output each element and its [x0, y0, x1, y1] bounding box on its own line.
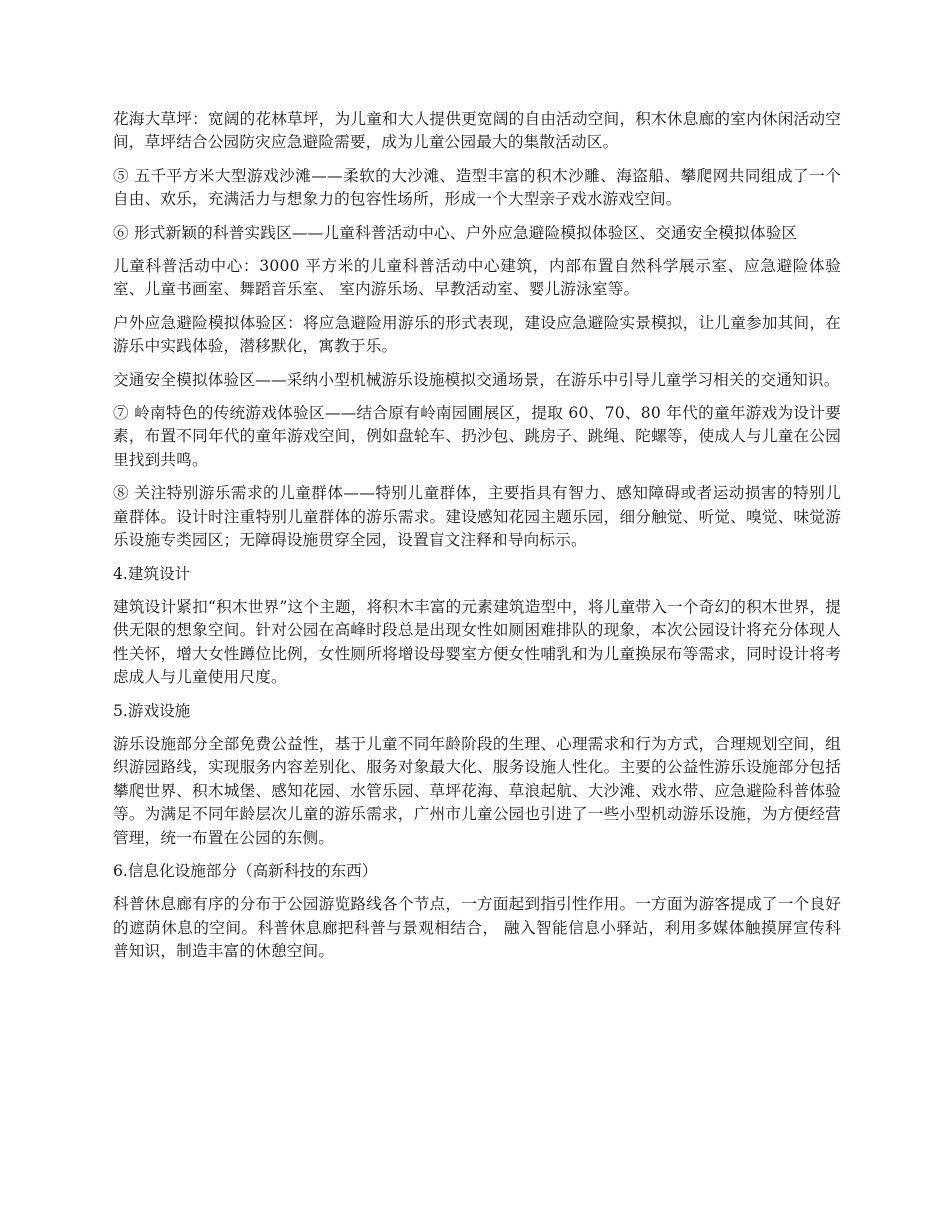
paragraph-science-center: 儿童科普活动中心：3000 平方米的儿童科普活动中心建筑，内部布置自然科学展示室、应急避险体验室、儿童书画室、舞蹈音乐室、 室内游乐场、早教活动室、婴儿游泳室等。	[113, 257, 841, 299]
paragraph-science-area: ⑥ 形式新颖的科普实践区——儿童科普活动中心、户外应急避险模拟体验区、交通安全模拟体验区	[113, 223, 798, 242]
paragraph-special-needs: ⑧ 关注特别游乐需求的儿童群体——特别儿童群体，主要指具有智力、感知障碍或者运动损害的特别儿童群体。设计时注重特别儿童群体的游乐需求。建设感知花园主题乐园，细分触觉、听觉、嗅觉、味觉游乐设施专类园区；无障碍设施贯穿全园，设置盲文注释和导向标示。	[113, 484, 841, 550]
section-heading-information-facilities: 6.信息化设施部分（高新科技的东西）	[113, 861, 378, 880]
paragraph-lawn: 花海大草坪：宽阔的花林草坪，为儿童和大人提供更宽阔的自由活动空间，积木休息廊的室内休闲活动空间，草坪结合公园防灾应急避险需要，成为儿童公园最大的集散活动区。	[113, 110, 841, 152]
paragraph-traffic-zone: 交通安全模拟体验区——采纳小型机械游乐设施模拟交通场景，在游乐中引导儿童学习相关的交通知识。	[113, 370, 840, 389]
paragraph-game-facilities: 游乐设施部分全部免费公益性，基于儿童不同年龄阶段的生理、心理需求和行为方式，合理规划空间，组织游园路线，实现服务内容差别化、服务对象最大化、服务设施人性化。主要的公益性游乐设施部分包括攀爬世界、积木城堡、感知花园、水管乐园、草坪花海、草浪起航、大沙滩、戏水带、应急避险科普体验等。为满足不同年龄层次儿童的游乐需求，广州市儿童公园也引进了一些小型机动游乐设施，为方便经营管理，统一布置在公园的东侧。	[113, 734, 841, 847]
section-heading-architecture: 4.建筑设计	[113, 564, 191, 583]
paragraph-emergency-zone: 户外应急避险模拟体验区：将应急避险用游乐的形式表现，建设应急避险实景模拟，让儿童参加其间，在游乐中实践体验，潜移默化，寓教于乐。	[113, 313, 841, 356]
paragraph-architecture: 建筑设计紧扣“积木世界”这个主题，将积木丰富的元素建筑造型中，将儿童带入一个奇幻的积木世界，提供无限的想象空间。针对公园在高峰时段总是出现女性如厕困难排队的现象，本次公园设计将充分体现人性关怀，增大女性蹲位比例，女性厕所将增设母婴室方便女性哺乳和为儿童换尿布等需求，同时设计将考虑成人与儿童使用尺度。	[113, 597, 841, 687]
paragraph-sand-beach: ⑤ 五千平方米大型游戏沙滩——柔软的大沙滩、造型丰富的积木沙雕、海盗船、攀爬网共同组成了一个自由、欢乐，充满活力与想象力的包容性场所，形成一个大型亲子戏水游戏空间。	[113, 166, 841, 209]
paragraph-traditional-games: ⑦ 岭南特色的传统游戏体验区——结合原有岭南园圃展区，提取 60、70、80 年代的童年游戏为设计要素，布置不同年代的童年游戏空间，例如盘轮车、扔沙包、跳房子、跳绳、陀螺等，使成人与儿童在公园里找到共鸣。	[113, 404, 841, 469]
section-heading-game-facilities: 5.游戏设施	[113, 701, 191, 720]
document-page	[113, 108, 841, 974]
paragraph-information-facilities: 科普休息廊有序的分布于公园游览路线各个节点，一方面起到指引性作用。一方面为游客提成了一个良好的遮荫休息的空间。科普休息廊把科普与景观相结合， 融入智能信息小驿站，利用多媒体触摸屏宣传科普知识，制造丰富的休憩空间。	[113, 895, 841, 961]
